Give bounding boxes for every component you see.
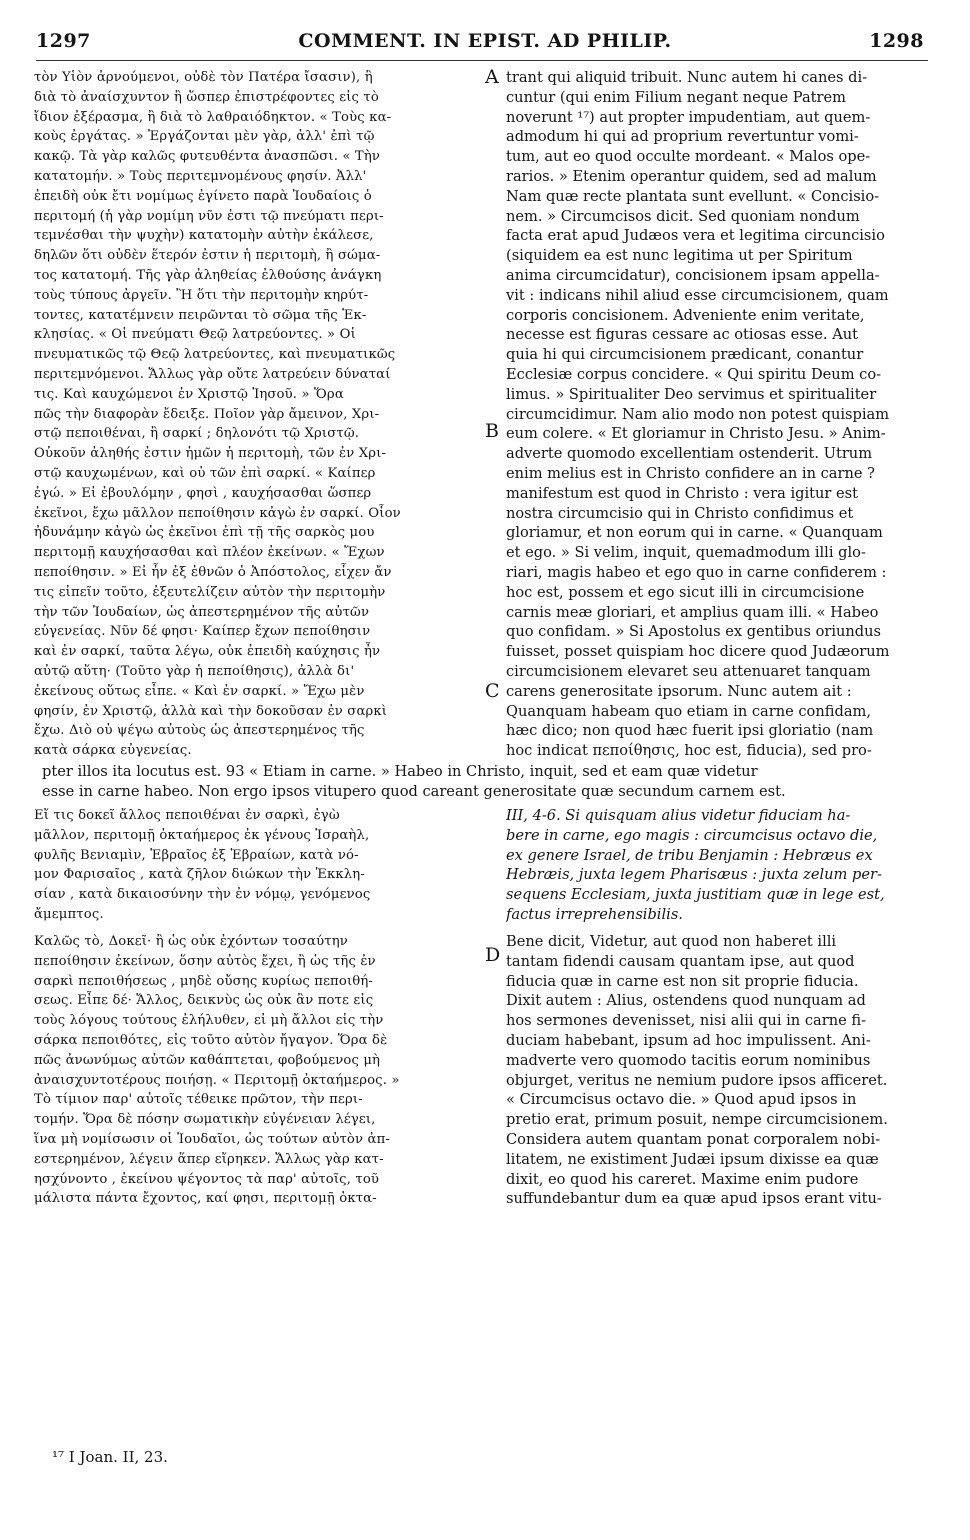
text-line: objurget, veritus ne nemium pudore ipsos afficeret. xyxy=(506,1071,888,1089)
text-line: σίαν , κατὰ δικαιοσύνην τὴν ἐν νόμῳ, γενόμενος xyxy=(34,887,371,903)
margin-letter-a: A xyxy=(485,66,499,88)
latin-column-bottom xyxy=(506,932,944,1209)
text-line: III, 4-6. Si quisquam alius videtur fiduciam ha- xyxy=(506,807,851,824)
latin-column-top xyxy=(506,68,944,761)
text-line: ἐγώ. » Εἰ ἐβουλόμην , φησὶ , καυχήσασθαι ὥσπερ xyxy=(34,485,372,501)
text-line: manifestum est quod in Christo : vera igitur est xyxy=(506,484,859,502)
text-line: ἔχω. Διὸ οὐ ψέγω αὐτοὺς ὡς ἀπεστερημένος τῆς xyxy=(34,723,365,739)
text-line: πεποίθησιν ἐκείνων, ὅσην αὐτὸς ἔχει, ἢ ὡς τῆς ἐν xyxy=(34,953,376,969)
text-line: ἠδυνάμην κἀγὼ ὡς ἐκεῖνοι ἐπὶ τῇ τῆς σαρκὸς μου xyxy=(34,525,375,541)
text-line: μάλιστα πάντα ἔχοντος, καί φησι, περιτομῇ ὀκτα- xyxy=(34,1191,377,1207)
text-line: litatem, ne existiment Judæi ipsum dixisse ea quæ xyxy=(506,1150,879,1168)
running-header xyxy=(0,30,970,60)
text-line: Bene dicit, Videtur, aut quod non haberet illi xyxy=(506,933,837,950)
text-line: noverunt ¹⁷) aut propter impudentiam, aut quem- xyxy=(506,108,871,126)
text-line: tum, aut eo quod occulte mordeant. « Malos ope- xyxy=(506,148,871,166)
text-line: αὐτῷ αὕτη· (Τοῦτο γὰρ ἡ πεποίθησις), ἀλλὰ δι' xyxy=(34,663,355,679)
text-line: ἄμεμπτος. xyxy=(34,906,104,922)
text-line: πνευματικῶς τῷ Θεῷ λατρεύοντες, καὶ πνευματικῶς xyxy=(34,347,396,363)
text-line: εστερημένον, λέγειν ἅπερ εἴρηκεν. Ἄλλως γὰρ κατ- xyxy=(34,1151,384,1167)
text-line: cuntur (qui enim Filium negant neque Patrem xyxy=(506,88,846,106)
text-line: πῶς ἀνωνύμως αὐτῶν καθάπτεται, φοβούμενος μὴ xyxy=(34,1052,381,1068)
text-line: περιτομῇ καυχήσασθαι καὶ πλέον ἐκείνων. « Ἔχων xyxy=(34,545,385,561)
text-line: μον Φαρισαῖος , κατὰ ζῆλον διώκων τὴν Ἐκκλη- xyxy=(34,867,365,883)
text-line: μᾶλλον, περιτομῇ ὀκταήμερος ἐκ γένους Ἰσραὴλ, xyxy=(34,827,370,843)
margin-letter-c: C xyxy=(485,680,500,702)
text-line: gloriamur, et non eorum qui in carne. « Quanquam xyxy=(506,524,883,542)
full-width-text xyxy=(42,762,942,802)
text-line: eum colere. « Et gloriamur in Christo Jesu. » Anim- xyxy=(506,425,886,443)
text-line: περιτομή (ἡ γὰρ νομίμη νῦν ἐστι τῷ πνεύματι περι- xyxy=(34,208,384,224)
text-line: Considera autem quantam ponat corporalem nobi- xyxy=(506,1130,881,1148)
text-line: καὶ ἐν σαρκί, ταῦτα λέγω, οὐκ ἐπειδὴ καύχησις ἦν xyxy=(34,644,381,660)
text-line: necesse est figuras cessare ac otiosas esse. Aut xyxy=(506,326,859,344)
text-line: σεως. Εἶπε δέ· Ἄλλος, δεικνὺς ὡς οὐκ ἂν ποτε εἰς xyxy=(34,993,374,1009)
text-line: ἵνα μὴ νομίσωσιν οἱ Ἰουδαῖοι, ὡς τούτων αὐτὸν ἀπ- xyxy=(34,1131,391,1147)
text-line: carnis meæ gloriari, et amplius quam illi. « Habeo xyxy=(506,603,879,621)
text-line: Καλῶς τὸ, Δοκεῖ· ἢ ὡς οὐκ ἐχόντων τοσαύτην xyxy=(34,934,348,949)
text-line: ησχύνοντο , ἐκείνου ψέγοντος τὰ παρ' αὐτοῖς, τοῦ xyxy=(34,1171,380,1187)
text-line: madverte vero quomodo tacitis eorum nominibus xyxy=(506,1051,871,1069)
text-line: τος κατατομή. Τῆς γὰρ ἀληθείας ἐλθούσης ἀνάγκη xyxy=(34,267,382,283)
text-line: facta erat apud Judæos vera et legitima circuncisio xyxy=(506,227,885,245)
text-line: τοὺς λόγους τούτους ἐλήλυθεν, εἰ μὴ ἄλλοι εἰς τὴν xyxy=(34,1013,384,1029)
text-line: τὸν Υἱὸν ἀρνούμενοι, οὐδὲ τὸν Πατέρα ἴσασιν), ἢ xyxy=(34,70,373,85)
text-line: δηλῶν ὅτι οὐδὲν ἕτερόν ἐστιν ἡ περιτομὴ, ἢ σώμα- xyxy=(34,248,381,264)
text-line: στῷ πεποιθέναι, ἢ σαρκί ; δηλονότι τῷ Χριστῷ. xyxy=(34,426,360,442)
text-line: Τὸ τίμιον παρ' αὐτοῖς τέθεικε πρῶτον, τὴν περι- xyxy=(34,1092,363,1108)
text-line: sequens Ecclesiam, juxta justitiam quæ in lege est, xyxy=(506,886,885,904)
text-line: ἐκεῖνοι, ἔχω μᾶλλον πεποίθησιν κἀγὼ ἐν σαρκί. Οἷον xyxy=(34,505,401,521)
greek-column-top xyxy=(34,68,484,761)
text-line: admodum hi qui ad proprium revertuntur vomi- xyxy=(506,128,859,146)
text-line: στῷ καυχωμένων, καὶ οὐ τῶν ἐπὶ σαρκί. « Καίπερ xyxy=(34,465,376,481)
text-line: Nam quæ recte plantata sunt evellunt. « Concisio- xyxy=(506,187,880,205)
text-line: circumcisionem elevaret seu attenuaret tanquam xyxy=(506,662,871,680)
text-line: κοὺς ἐργάτας. » Ἐργάζονται μὲν γὰρ, ἀλλ' ἐπὶ τῷ xyxy=(34,129,375,145)
text-line: esse in carne habeo. Non ergo ipsos vitupero quod careant generositate quæ secundum carnem est. xyxy=(42,782,786,800)
text-line: limus. » Spiritualiter Deo servimus et spiritualiter xyxy=(506,385,877,403)
text-line: nem. » Circumcisos dicit. Sed quoniam nondum xyxy=(506,207,860,225)
text-line: σαρκὶ πεποιθήσεως , μηδὲ οὔσης κυρίως πεποιθή- xyxy=(34,973,374,989)
text-line: τομήν. Ὅρα δὲ πόσην σωματικὴν εὐγένειαν λέγει, xyxy=(34,1112,376,1128)
text-line: Hebræis, juxta legem Pharisæus : juxta zelum per- xyxy=(506,866,882,884)
text-line: ἀναισχυντοτέρους ποιήσῃ. « Περιτομῇ ὀκταήμερος. » xyxy=(34,1072,400,1088)
greek-column-bottom xyxy=(34,932,484,1209)
text-line: εὐγενείας. Νῦν δέ φησι· Καίπερ ἔχων πεποίθησιν xyxy=(34,624,371,640)
text-line: ἐκείνους οὕτως εἶπε. « Καὶ ἐν σαρκί. » Ἔχω μὲν xyxy=(34,683,365,699)
text-line: τεμνέσθαι τὴν ψυχὴν) κατατομὴν αὐτὴν ἐκάλεσε, xyxy=(34,228,374,244)
text-line: ex genere Israel, de tribu Benjamin : Hebræus ex xyxy=(506,846,873,864)
text-line: corporis concisionem. Adveniente enim veritate, xyxy=(506,306,865,324)
margin-letter-d: D xyxy=(485,944,501,966)
text-line: τις. Καὶ καυχώμενοι ἐν Χριστῷ Ἰησοῦ. » Ὅρα xyxy=(34,386,344,402)
text-line: κατὰ σάρκα εὐγενείας. xyxy=(34,743,192,759)
text-line: ἴδιον ἐξέρασμα, ἢ διὰ τὸ λαθραιόδηκτον. « Τοὺς κα- xyxy=(34,109,392,125)
text-line: vit : indicans nihil aliud esse circumcisionem, quam xyxy=(506,286,889,304)
text-line: anima circumcidatur), concisionem ipsam appella- xyxy=(506,266,880,284)
text-line: suffundebantur dum ea quæ apud ipsos erant vitu- xyxy=(506,1190,882,1208)
text-line: Ecclesiæ corpus concidere. « Qui spiritu Deum co- xyxy=(506,365,882,383)
text-line: φησίν, ἐν Χριστῷ, ἀλλὰ καὶ τὴν δοκοῦσαν ἐν σαρκὶ xyxy=(34,703,388,719)
latin-column-middle xyxy=(506,806,944,925)
text-line: riari, magis habeo et ego quo in carne confiderem : xyxy=(506,563,887,581)
text-line: Οὐκοῦν ἀληθής ἐστιν ἡμῶν ἡ περιτομὴ, τῶν ἐν Χρι- xyxy=(34,446,387,462)
text-line: pter illos ita locutus est. 93 « Etiam in carne. » Habeo in Christo, inquit, sed et eam quæ videtur xyxy=(42,763,758,780)
text-line: trant qui aliquid tribuit. Nunc autem hi canes di- xyxy=(506,69,868,86)
text-line: σάρκα πεποιθότες, εἰς τοῦτο αὐτὸν ἤγαγον. Ὅρα δὲ xyxy=(34,1032,388,1048)
text-line: τὴν τῶν Ἰουδαίων, ὡς ἀπεστερημένον τῆς αὐτῶν xyxy=(34,604,370,620)
footnote: ¹⁷ I Joan. II, 23. xyxy=(52,1448,168,1466)
text-line: fuisset, posset quispiam hoc dicere quod Judæorum xyxy=(506,643,890,661)
text-line: τις εἰπεῖν τοῦτο, ἐξευτελίζειν αὐτὸν τὴν περιτομὴν xyxy=(34,584,386,600)
text-line: κατατομήν. » Τοὺς περιτεμνομένους φησίν. Ἀλλ' xyxy=(34,168,367,184)
text-line: tantam fidendi causam quantam ipse, aut quod xyxy=(506,952,855,970)
text-line: nostra circumcisio qui in Christo confidimus et xyxy=(506,504,854,522)
text-line: περιτεμνόμενοι. Ἄλλως γὰρ οὔτε λατρεύειν δύναταί xyxy=(34,366,391,382)
text-line: circumcidimur. Nam alio modo non potest quispiam xyxy=(506,405,890,423)
text-line: pretio erat, primum posuit, nempe circumcisionem. xyxy=(506,1111,888,1129)
text-line: dixit, eo quod his careret. Maxime enim pudore xyxy=(506,1170,859,1188)
text-line: hoc est, possem et ego sicut illi in circumcisione xyxy=(506,583,865,601)
greek-column-middle xyxy=(34,806,484,925)
running-title: COMMENT. IN EPIST. AD PHILIP. xyxy=(298,30,672,52)
text-line: duciam habebant, ipsum ad hoc impulissent. Ani- xyxy=(506,1031,871,1049)
text-line: τοντες, κατατέμνειν πειρῶνται τὸ σῶμα τῆς Ἐκ- xyxy=(34,307,367,323)
text-line: Dixit autem : Alius, ostendens quod nunquam ad xyxy=(506,992,866,1010)
text-line: (siquidem ea est nunc legitima ut per Spiritum xyxy=(506,247,853,265)
text-line: κλησίας. « Οἱ πνεύματι Θεῷ λατρεύοντες. » Οἱ xyxy=(34,327,356,343)
text-line: hos sermones devenisset, nisi alii qui in carne fi- xyxy=(506,1012,867,1030)
page-number-left: 1297 xyxy=(36,30,91,52)
text-line: adverte quomodo excellentiam ostenderit. Utrum xyxy=(506,445,873,463)
text-line: bere in carne, ego magis : circumcisus octavo die, xyxy=(506,826,878,844)
text-line: τοὺς τύπους ἀργεῖν. Ἢ ὅτι τὴν περιτομὴν κηρύτ- xyxy=(34,287,369,303)
text-line: διὰ τὸ ἀναίσχυντον ἢ ὥσπερ ἐπιστρέφοντες εἰς τὸ xyxy=(34,89,379,105)
text-line: quo confidam. » Si Apostolus ex gentibus oriundus xyxy=(506,623,882,641)
margin-letter-b: B xyxy=(485,420,499,442)
text-line: « Circumcisus octavo die. » Quod apud ipsos in xyxy=(506,1091,857,1109)
text-line: hæc dico; non quod hæc fuerit ipsi gloriatio (nam xyxy=(506,722,874,740)
text-line: rarios. » Etenim operantur quidem, sed ad malum xyxy=(506,167,877,185)
text-line: κακῷ. Τὰ γὰρ καλῶς φυτευθέντα ἀνασπῶσι. « Τὴν xyxy=(34,149,381,165)
page-number-right: 1298 xyxy=(869,30,924,52)
text-line: carens generositate ipsorum. Nunc autem ait : xyxy=(506,682,852,700)
text-line: ἐπειδὴ οὐκ ἔτι νομίμως ἐγίνετο παρὰ Ἰουδαίοις ὁ xyxy=(34,188,372,204)
header-rule xyxy=(36,60,928,61)
text-line: fiducia quæ in carne est non sit proprie fiducia. xyxy=(506,972,859,990)
text-line: πεποίθησιν. » Εἰ ἦν ἐξ ἐθνῶν ὁ Ἀπόστολος, εἶχεν ἄν xyxy=(34,564,392,580)
text-line: φυλῆς Βενιαμὶν, Ἑβραῖος ἐξ Ἑβραίων, κατὰ νό- xyxy=(34,847,359,863)
text-line: enim melius est in Christo confidere an in carne ? xyxy=(506,464,875,482)
text-line: πῶς τὴν διαφορὰν ἔδειξε. Ποῖον γὰρ ἄμεινον, Χρι- xyxy=(34,406,380,422)
text-line: et ego. » Si velim, inquit, quemadmodum illi glo- xyxy=(506,544,866,562)
text-line: Εἴ τις δοκεῖ ἄλλος πεποιθέναι ἐν σαρκὶ, ἐγὼ xyxy=(34,808,340,823)
text-line: Quanquam habeam quo etiam in carne confidam, xyxy=(506,702,871,720)
text-line: factus irreprehensibilis. xyxy=(506,905,683,923)
text-line: quia hi qui circumcisionem prædicant, conantur xyxy=(506,346,864,364)
text-line: hoc indicat πεποίθησις, hoc est, fiducia), sed pro- xyxy=(506,742,872,760)
